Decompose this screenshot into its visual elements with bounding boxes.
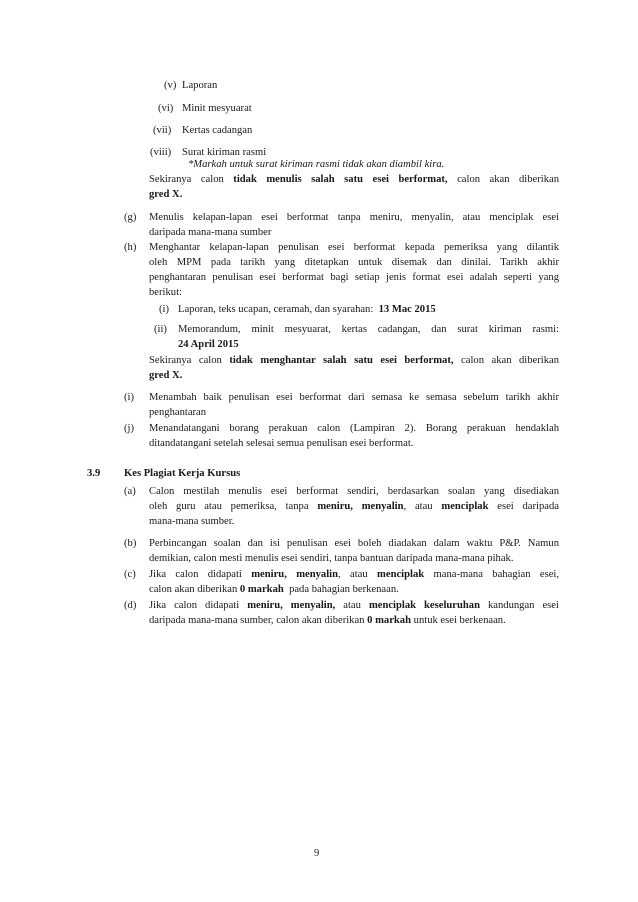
item-h-line4: berikut:: [149, 287, 182, 298]
roman-text-vi: Minit mesyuarat: [182, 103, 252, 114]
paragraph-f-end-line2: gred X.: [149, 189, 183, 200]
item-h-line3: penghantaran penulisan esei berformat bagi setiap jenis format esei adalah seperti yang: [149, 272, 559, 283]
bold-text: meniru, menyalin,: [247, 600, 336, 611]
roman-text-vii: Kertas cadangan: [182, 125, 253, 136]
roman-text-v: Laporan: [182, 80, 218, 91]
sub-ii-line1: Memorandum, minit mesyuarat, kertas cadangan, dan surat kiriman rasmi:: [178, 324, 559, 335]
item-b-label: (b): [124, 538, 137, 549]
item-i-line1: Menambah baik penulisan esei berformat dari semasa ke semasa sebelum tarikh akhir: [149, 392, 559, 403]
text: , atau: [403, 501, 433, 512]
roman-num: (v): [164, 80, 177, 91]
bold-text: 0 markah: [239, 584, 284, 595]
text: calon akan diberikan: [457, 174, 560, 185]
item-a-label: (a): [124, 486, 136, 497]
roman-item-v: [164, 78, 176, 93]
item-b-line1: Perbincangan soalan dan isi penulisan esei boleh diadakan dalam waktu P&P. Namun: [149, 538, 559, 549]
bold-text: tidak menulis salah satu esei berformat,: [233, 174, 448, 185]
date: 13 Mac 2015: [378, 304, 436, 315]
text: daripada mana-mana sumber, calon akan diberikan: [149, 615, 365, 626]
roman-num-vii: (vii): [153, 125, 172, 136]
item-h-end-line1: [149, 353, 559, 368]
text: calon akan diberikan: [461, 355, 560, 366]
item-d-line1: [149, 598, 559, 613]
sub-ii-num: (ii): [154, 324, 167, 335]
item-j-line1: Menandatangani borang perakuan calon (Lampiran 2). Borang perakuan hendaklah: [149, 423, 559, 434]
item-j-line2: ditandatangani setelah selesai semua penulisan esei berformat.: [149, 438, 414, 449]
text: , atau: [338, 569, 368, 580]
bold-text: menciplak keseluruhan: [368, 600, 480, 611]
section-title: Kes Plagiat Kerja Kursus: [124, 468, 241, 479]
item-a-line1: Calon mestilah menulis esei berformat sendiri, berdasarkan soalan yang disediakan: [149, 486, 559, 497]
item-c-label: (c): [124, 569, 136, 580]
roman-num-viii: (viii): [150, 147, 172, 158]
text: untuk esei berkenaan.: [413, 615, 506, 626]
text: Jika calon didapati: [149, 600, 240, 611]
item-h-end-line2: gred X.: [149, 370, 183, 381]
item-d-label: (d): [124, 600, 137, 611]
text: Jika calon didapati: [149, 569, 242, 580]
bold-text: meniru, menyalin: [317, 501, 404, 512]
item-g-line2: daripada mana-mana sumber: [149, 227, 272, 238]
item-j-label: (j): [124, 423, 134, 434]
paragraph-f-end-line1: [149, 172, 559, 187]
item-a-line2: [149, 499, 559, 514]
item-c-line1: [149, 567, 559, 582]
bold-text: menciplak: [441, 501, 489, 512]
text: pada bahagian berkenaan.: [289, 584, 399, 595]
text: atau: [343, 600, 361, 611]
sub-i-line: [178, 302, 436, 317]
item-h-line2: oleh MPM pada tarikh yang ditetapkan untuk disemak dan dinilai. Tarikh akhir: [149, 257, 559, 268]
item-d-line2: [149, 613, 506, 628]
item-g-line1: Menulis kelapan-lapan esei berformat tanpa meniru, menyalin, atau menciplak esei: [149, 212, 559, 223]
text: oleh guru atau pemeriksa, tanpa: [149, 501, 309, 512]
bold-text: tidak menghantar salah satu esei berformat,: [229, 355, 454, 366]
text: mana-mana bahagian esei,: [433, 569, 560, 580]
sub-i-num: (i): [159, 304, 169, 315]
roman-text-viii: Surat kiriman rasmi: [182, 147, 267, 158]
sub-ii-date: 24 April 2015: [178, 339, 239, 350]
text: Sekiranya calon: [149, 174, 224, 185]
item-h-label: (h): [124, 242, 137, 253]
text: kandungan esei: [487, 600, 559, 611]
item-i-line2: penghantaran: [149, 407, 207, 418]
item-i-label: (i): [124, 392, 134, 403]
page-number: 9: [314, 848, 320, 859]
bold-text: meniru, menyalin: [251, 569, 338, 580]
text: calon akan diberikan: [149, 584, 238, 595]
bold-text: menciplak: [377, 569, 425, 580]
roman-num-vi: (vi): [158, 103, 174, 114]
bold-text: 0 markah: [367, 615, 411, 626]
item-a-line3: mana-mana sumber.: [149, 516, 235, 527]
item-c-line2: [149, 582, 399, 597]
text: Laporan, teks ucapan, ceramah, dan syarahan:: [178, 304, 374, 315]
item-g-label: (g): [124, 212, 137, 223]
note-italic: *Markah untuk surat kiriman rasmi tidak akan diambil kira.: [188, 159, 445, 170]
item-b-line2: demikian, calon mesti menulis esei sendiri, tanpa bantuan daripada mana-mana pihak.: [149, 553, 514, 564]
item-h-line1: Menghantar kelapan-lapan penulisan esei berformat kepada pemeriksa yang dilantik: [149, 242, 559, 253]
text: esei daripada: [497, 501, 559, 512]
section-number: 3.9: [87, 468, 101, 479]
text: Sekiranya calon: [149, 355, 222, 366]
